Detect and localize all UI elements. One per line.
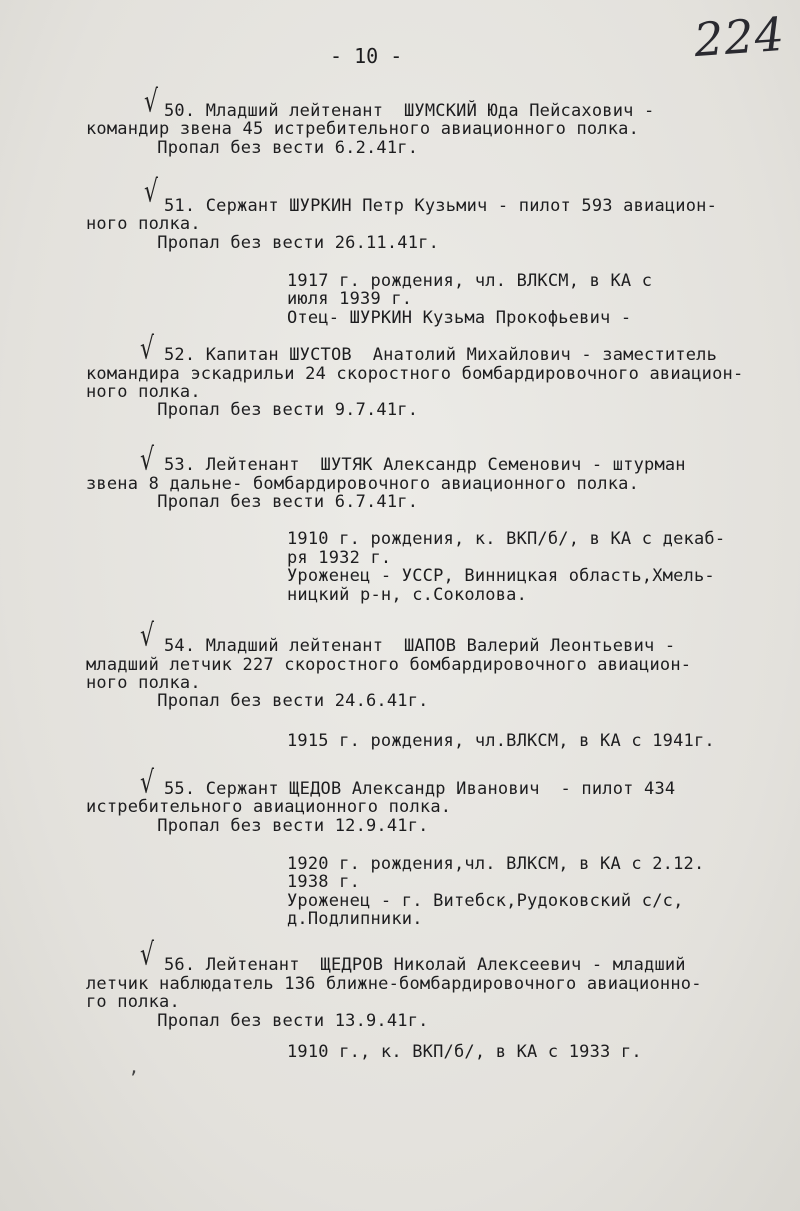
check-mark-icon: √ xyxy=(140,332,155,367)
entry-54-detail-1: 1915 г. рождения, чл.ВЛКСМ, в КА с 1941г. xyxy=(287,731,715,751)
entry-56-line-2: летчик наблюдатель 136 ближне-бомбардировочного авиационно- xyxy=(86,974,702,994)
check-mark-icon: √ xyxy=(144,85,159,120)
entry-56-line-1: 56. Лейтенант ЩЕДРОВ Николай Алексеевич - младший xyxy=(164,955,686,975)
entry-51-detail-2: июля 1939 г. xyxy=(287,289,413,309)
entry-55-line-2: истребительного авиационного полка. xyxy=(86,797,452,817)
stray-mark: ʼ xyxy=(128,1068,139,1089)
entry-53-detail-1: 1910 г. рождения, к. ВКП/б/, в КА с декаб- xyxy=(287,529,726,549)
entry-53-detail-4: ницкий р-н, с.Соколова. xyxy=(287,585,528,605)
entry-50-line-3: Пропал без вести 6.2.41г. xyxy=(126,138,419,158)
entry-55-detail-1: 1920 г. рождения,чл. ВЛКСМ, в КА с 2.12. xyxy=(287,854,705,874)
entry-50-line-2: командир звена 45 истребительного авиационного полка. xyxy=(86,119,640,139)
entry-52-line-2: командира эскадрильи 24 скоростного бомбардировочного авиацион- xyxy=(86,364,744,384)
entry-51-detail-3: Отец- ШУРКИН Кузьма Прокофьевич - xyxy=(287,308,632,328)
check-mark-icon: √ xyxy=(144,175,159,210)
entry-51-line-3: Пропал без вести 26.11.41г. xyxy=(126,233,440,253)
entry-55-line-3: Пропал без вести 12.9.41г. xyxy=(126,816,429,836)
entry-56-line-3: го полка. xyxy=(86,992,180,1012)
check-mark-icon: √ xyxy=(140,766,155,801)
entry-50-line-1: 50. Младший лейтенант ШУМСКИЙ Юда Пейсахович - xyxy=(164,101,655,121)
entry-53-line-1: 53. Лейтенант ШУТЯК Александр Семенович - штурман xyxy=(164,455,686,475)
entry-54-line-2: младший летчик 227 скоростного бомбардировочного авиацион- xyxy=(86,655,692,675)
entry-52-line-3: ного полка. xyxy=(86,382,201,402)
handwritten-archive-number: 224 xyxy=(692,6,787,68)
entry-53-detail-2: ря 1932 г. xyxy=(287,548,392,568)
entry-51-line-1: 51. Сержант ШУРКИН Петр Кузьмич - пилот 593 авиацион- xyxy=(164,196,718,216)
entry-52-line-1: 52. Капитан ШУСТОВ Анатолий Михайлович - заместитель xyxy=(164,345,718,365)
entry-54-line-1: 54. Младший лейтенант ШАПОВ Валерий Леонтьевич - xyxy=(164,636,676,656)
entry-51-line-2: ного полка. xyxy=(86,214,201,234)
entry-56-detail-1: 1910 г., к. ВКП/б/, в КА с 1933 г. xyxy=(287,1042,642,1062)
entry-55-line-1: 55. Сержант ЩЕДОВ Александр Иванович - пилот 434 xyxy=(164,779,676,799)
entry-54-line-4: Пропал без вести 24.6.41г. xyxy=(126,691,429,711)
page-number: - 10 - xyxy=(330,44,403,68)
check-mark-icon: √ xyxy=(140,619,155,654)
entry-53-detail-3: Уроженец - УССР, Винницкая область,Хмель- xyxy=(287,566,715,586)
entry-53-line-3: Пропал без вести 6.7.41г. xyxy=(126,492,419,512)
entry-56-line-4: Пропал без вести 13.9.41г. xyxy=(126,1011,429,1031)
entry-55-detail-2: 1938 г. xyxy=(287,872,361,892)
entry-51-detail-1: 1917 г. рождения, чл. ВЛКСМ, в КА с xyxy=(287,271,653,291)
entry-55-detail-4: д.Подлипники. xyxy=(287,909,423,929)
entry-55-detail-3: Уроженец - г. Витебск,Рудоковский с/с, xyxy=(287,891,684,911)
entry-54-line-3: ного полка. xyxy=(86,673,201,693)
entry-53-line-2: звена 8 дальне- бомбардировочного авиационного полка. xyxy=(86,474,640,494)
entry-52-line-4: Пропал без вести 9.7.41г. xyxy=(126,400,419,420)
check-mark-icon: √ xyxy=(140,443,155,478)
check-mark-icon: √ xyxy=(140,938,155,973)
